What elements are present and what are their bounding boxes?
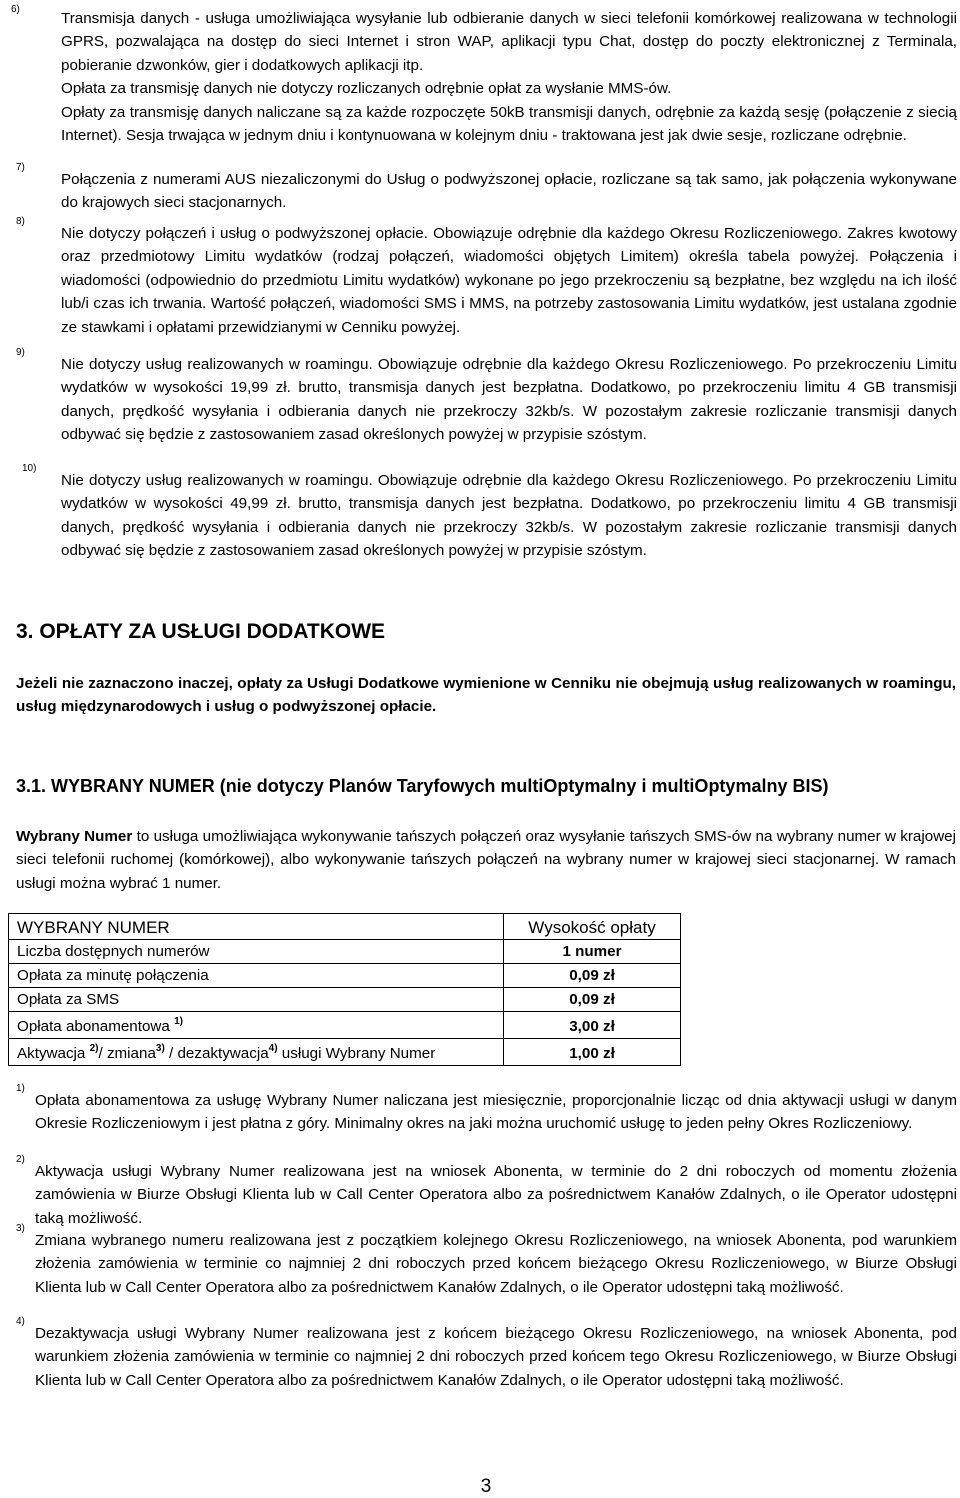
table-header-name: WYBRANY NUMER <box>9 914 504 940</box>
note-9 <box>0 347 960 447</box>
table-cell-label <box>9 1012 504 1039</box>
footnote-marker: 4) <box>16 1316 25 1327</box>
table-header-row <box>9 914 681 940</box>
note-paragraph: Opłata za transmisję danych nie dotyczy rozliczanych odrębnie opłat za wysłanie MMS-ów. <box>61 80 672 98</box>
footnote-marker: 2) <box>16 1154 25 1165</box>
section-3-intro: Jeżeli nie zaznaczono inaczej, opłaty za Usługi Dodatkowe wymienione w Cenniku nie obejmują usług realizowanych w roamingu, usług międzynarodowych i usług o podwyższonej opłacie. <box>16 675 956 716</box>
note-paragraph: Nie dotyczy usług realizowanych w roamingu. Obowiązuje odrębnie dla każdego Okresu Rozliczeniowego. Po przekroczeniu Limitu wydatków w wysokości 19,99 zł. brutto, transmisja danych jest bezpłatna. Dodatkowo, po przekroczeniu limitu 4 GB transmisji danych, prędkość wysyłania i odbierania danych nie przekroczy 32kb/s. W pozostałym zakresie rozliczanie transmisji danych odbywać się będzie z zastosowaniem zasad określonych powyżej w przypisie szóstym. <box>61 356 957 444</box>
footnote-3 <box>0 1223 960 1299</box>
footnote-ref: 1) <box>174 1016 183 1027</box>
footnote-marker: 3) <box>16 1223 25 1234</box>
table-row <box>9 1039 681 1066</box>
note-paragraph: Połączenia z numerami AUS niezaliczonymi do Usług o podwyższonej opłacie, rozliczane są tak samo, jak połączenia wykonywane do krajowych sieci stacjonarnych. <box>61 171 957 212</box>
footnote-text: Aktywacja usługi Wybrany Numer realizowana jest na wniosek Abonenta, w terminie do 2 dni roboczych od momentu złożenia zamówienia w Biurze Obsługi Klienta lub w Call Center Operatora albo za pośrednictwem Kanałów Zdalnych, o ile Operator udostępni taką możliwość. <box>35 1163 957 1227</box>
table-cell-value: 3,00 zł <box>504 1012 681 1039</box>
table-cell-label: Liczba dostępnych numerów <box>9 940 504 964</box>
footnote-text: Dezaktywacja usługi Wybrany Numer realizowana jest z końcem bieżącego Okresu Rozliczeniowego, na wniosek Abonenta, pod warunkiem złożenia zamówienia w terminie co najmniej 2 dni roboczych przed końcem tego Okresu Rozliczeniowego, w Biurze Obsługi Klienta lub w Call Center Operatora albo za pośrednictwem Kanałów Zdalnych, o ile Operator udostępni taką możliwość. <box>35 1325 957 1389</box>
row-label-text: Opłata abonamentowa <box>17 1018 170 1035</box>
note-10 <box>0 463 960 563</box>
section-3-1-intro <box>16 825 956 895</box>
footnote-ref: 3) <box>155 1043 165 1054</box>
fee-table <box>8 913 681 1066</box>
footnote-text: Zmiana wybranego numeru realizowana jest z początkiem kolejnego Okresu Rozliczeniowego, na wniosek Abonenta, pod warunkiem złożenia zamówienia w terminie co najmniej 2 dni roboczych przed końcem bieżącego Okresu Rozliczeniowego, w Biurze Obsługi Klienta lub w Call Center Operatora albo za pośrednictwem Kanałów Zdalnych, o ile Operator udostępni taką możliwość. <box>35 1232 957 1296</box>
note-paragraph: Transmisja danych - usługa umożliwiająca wysyłanie lub odbieranie danych w sieci telefonii komórkowej realizowana w technologii GPRS, pozwalająca na dostęp do sieci Internet i stron WAP, aplikacji typu Chat, dostęp do poczty elektronicznej z Terminala, pobieranie dzwonków, gier i dodatkowych aplikacji itp. <box>61 10 957 74</box>
table-cell-label: Opłata za SMS <box>9 988 504 1012</box>
note-marker: 6) <box>11 4 20 15</box>
footnote-2 <box>0 1154 960 1230</box>
note-6 <box>0 4 960 147</box>
row-label-text: / dezaktywacja <box>164 1045 269 1062</box>
table-cell-label: Opłata za minutę połączenia <box>9 964 504 988</box>
table-cell-value: 0,09 zł <box>504 964 681 988</box>
table-row <box>9 964 681 988</box>
table-cell-label <box>9 1039 504 1066</box>
footnote-ref: 4) <box>268 1043 278 1054</box>
note-marker: 10) <box>22 463 37 474</box>
table-cell-value: 1,00 zł <box>504 1039 681 1066</box>
intro-text: to usługa umożliwiająca wykonywanie tańszych połączeń oraz wysyłanie tańszych SMS-ów na wybrany numer w krajowej sieci telefonii ruchomej (komórkowej), albo wykonywanie tańszych połączeń na wybrany numer w krajowej sieci stacjonarnej. W ramach usługi można wybrać 1 numer. <box>16 828 956 892</box>
note-marker: 7) <box>16 162 25 173</box>
section-3-1-title: 3.1. WYBRANY NUMER (nie dotyczy Planów Taryfowych multiOptymalny i multiOptymalny BIS) <box>16 776 829 796</box>
intro-term: Wybrany Numer <box>16 828 133 845</box>
footnote-4 <box>0 1316 960 1392</box>
table-header-value: Wysokość opłaty <box>504 914 681 940</box>
table-cell-value: 0,09 zł <box>504 988 681 1012</box>
table-row <box>9 940 681 964</box>
table-row <box>9 988 681 1012</box>
section-3-title: 3. OPŁATY ZA USŁUGI DODATKOWE <box>16 620 386 643</box>
footnote-text: Opłata abonamentowa za usługę Wybrany Numer naliczana jest miesięcznie, proporcjonalnie licząc od dnia aktywacji usługi w danym Okresie Rozliczeniowym i jest płatna z góry. Minimalny okres na jaki można uruchomić usługę to jeden pełny Okres Rozliczeniowy. <box>35 1092 957 1133</box>
footnote-1 <box>0 1083 960 1136</box>
row-label-text: usługi Wybrany Numer <box>277 1045 436 1062</box>
note-8 <box>0 216 960 339</box>
note-marker: 8) <box>16 216 25 227</box>
page-number: 3 <box>480 1476 492 1497</box>
note-marker: 9) <box>16 347 25 358</box>
table-row <box>9 1012 681 1039</box>
footnote-ref: 2) <box>89 1043 99 1054</box>
note-paragraph: Opłaty za transmisję danych naliczane są za każde rozpoczęte 50kB transmisji danych, odrębnie za każdą sesję (połączenie z siecią Internet). Sesja trwająca w jednym dniu i kontynuowana w kolejnym dniu - traktowana jest jak dwie sesje, rozliczane odrębnie. <box>61 103 957 145</box>
footnote-marker: 1) <box>16 1083 25 1094</box>
note-paragraph: Nie dotyczy usług realizowanych w roamingu. Obowiązuje odrębnie dla każdego Okresu Rozliczeniowego. Po przekroczeniu Limitu wydatków w wysokości 49,99 zł. brutto, transmisja danych jest bezpłatna. Dodatkowo, po przekroczeniu limitu 4 GB transmisji danych, prędkość wysyłania i odbierania danych nie przekroczy 32kb/s. W pozostałym zakresie rozliczanie transmisji danych odbywać się będzie z zastosowaniem zasad określonych powyżej w przypisie szóstym. <box>61 472 957 560</box>
row-label-text: / zmiana <box>98 1045 156 1062</box>
table-cell-value: 1 numer <box>504 940 681 964</box>
note-7 <box>0 162 960 215</box>
note-paragraph: Nie dotyczy połączeń i usług o podwyższonej opłacie. Obowiązuje odrębnie dla każdego Okresu Rozliczeniowego. Zakres kwotowy oraz przedmiotowy Limitu wydatków (rodzaj połączeń, wiadomości objętych Limitem) określa tabela powyżej. Połączenia i wiadomości (odpowiednio do przedmiotu Limitu wydatków) wykonane po jego przekroczeniu są bezpłatne, bez względu na ich ilość lub/i czas ich trwania. Wartość połączeń, wiadomości SMS i MMS, na potrzeby zastosowania Limitu wydatków, jest ustalana zgodnie ze stawkami i opłatami przewidzianymi w Cenniku powyżej. <box>61 225 957 336</box>
row-label-text: Aktywacja <box>17 1045 90 1062</box>
